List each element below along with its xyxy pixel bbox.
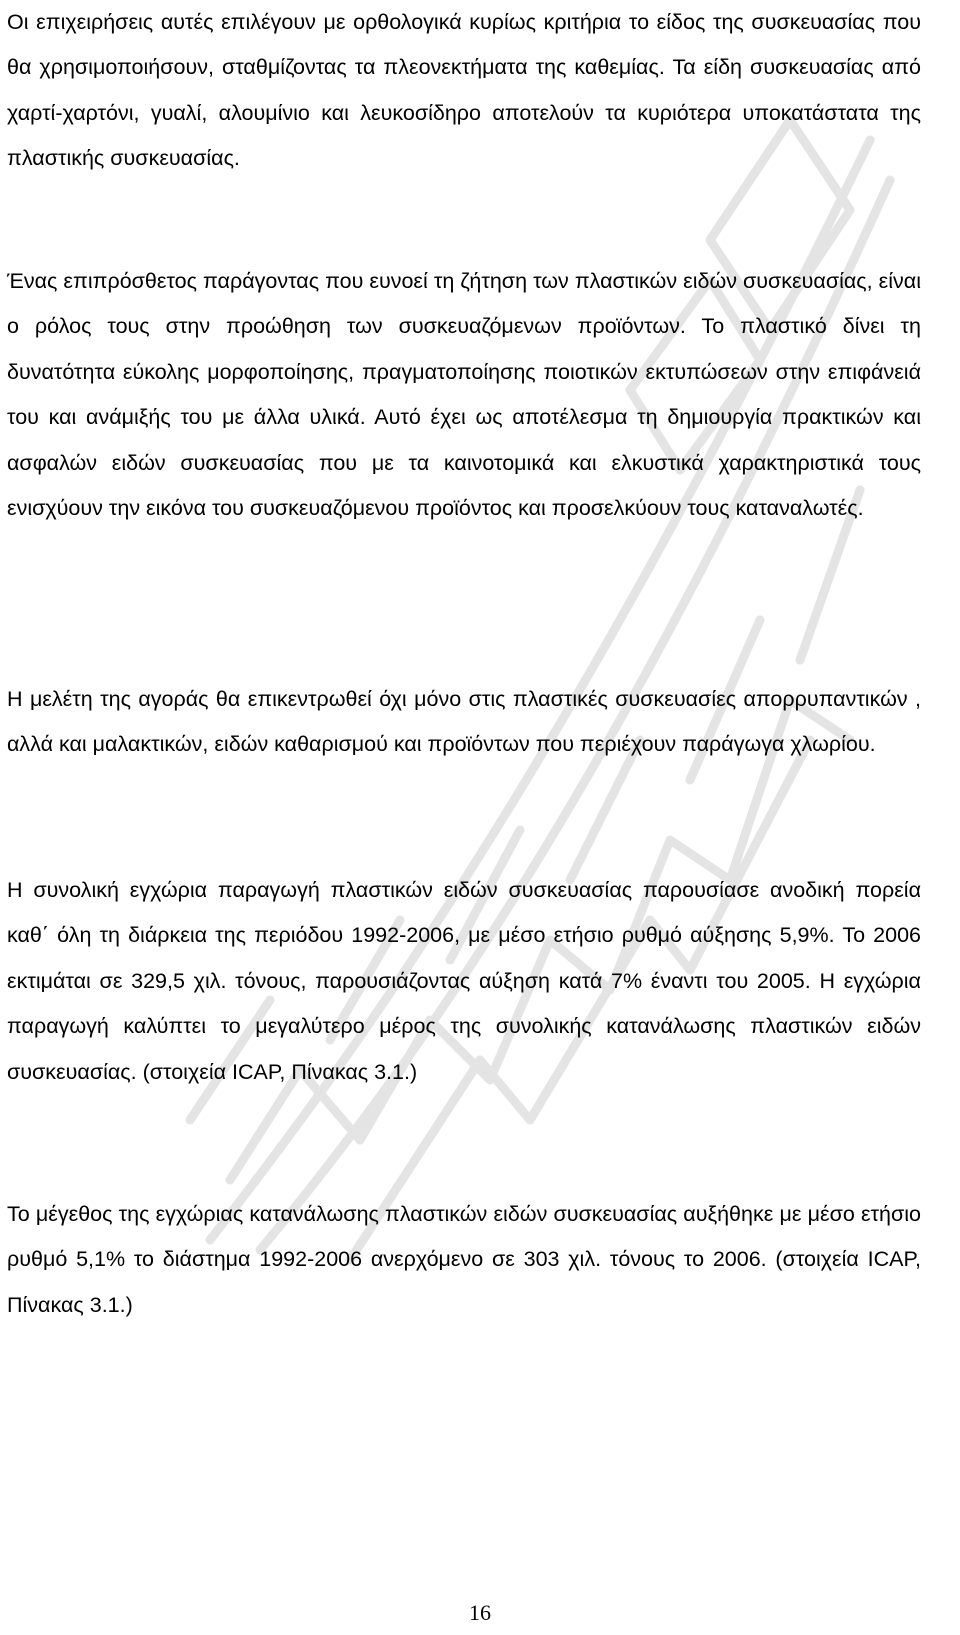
paragraph: Η συνολική εγχώρια παραγωγή πλαστικών ειδών συσκευασίας παρουσίασε ανοδική πορεία καθ΄ όλη τη διάρκεια της περιόδου 1992-2006, με μέσο ετήσιο ρυθμό αύξησης 5,9%. Το 2006 εκτιμάται σε 329,5 χιλ. τόνους, παρουσιάζοντας αύξηση κατά 7% έναντι του 2005. Η εγχώρια παραγωγή καλύπτει το μεγαλύτερο μέρος της συνολικής κατανάλωσης πλαστικών ειδών συσκευασίας. (στοιχεία ICAP, Πίνακας 3.1.) — [7, 878, 921, 1084]
paragraph: Οι επιχειρήσεις αυτές επιλέγουν με ορθολογικά κυρίως κριτήρια το είδος της συσκευασίας που θα χρησιμοποιήσουν, σταθμίζοντας τα πλεονεκτήματα της καθεμίας. Τα είδη συσκευασίας από χαρτί-χαρτόνι, γυαλί, αλουμίνιο και λευκοσίδηρο αποτελούν τα κυριότερα υποκατάστατα της πλαστικής συσκευασίας. — [7, 10, 921, 171]
paragraph: Η μελέτη της αγοράς θα επικεντρωθεί όχι μόνο στις πλαστικές συσκευασίες απορρυπαντικών , αλλά και μαλακτικών, ειδών καθαρισμού και προϊόντων που περιέχουν παράγωγα χλωρίου. — [7, 687, 921, 757]
paragraph: Ένας επιπρόσθετος παράγοντας που ευνοεί τη ζήτηση των πλαστικών ειδών συσκευασίας, είναι ο ρόλος τους στην προώθηση των συσκευαζόμενων προϊόντων. Το πλαστικό δίνει τη δυνατότητα εύκολης μορφοποίησης, πραγματοποίησης ποιοτικών εκτυπώσεων στην επιφάνειά του και ανάμιξής του με άλλα υλικά. Αυτό έχει ως αποτέλεσμα τη δημιουργία πρακτικών και ασφαλών ειδών συσκευασίας που με τα καινοτομικά και ελκυστικά χαρακτηριστικά τους ενισχύουν την εικόνα του συσκευαζόμενου προϊόντος και προσελκύουν τους καταναλωτές. — [7, 269, 921, 521]
page-number: 16 — [469, 1600, 491, 1625]
paragraph: Το μέγεθος της εγχώριας κατανάλωσης πλαστικών ειδών συσκευασίας αυξήθηκε με μέσο ετήσιο ρυθμό 5,1% το διάστημα 1992-2006 ανερχόμενο σε 303 χιλ. τόνους το 2006. (στοιχεία ICAP, Πίνακας 3.1.) — [7, 1202, 921, 1317]
